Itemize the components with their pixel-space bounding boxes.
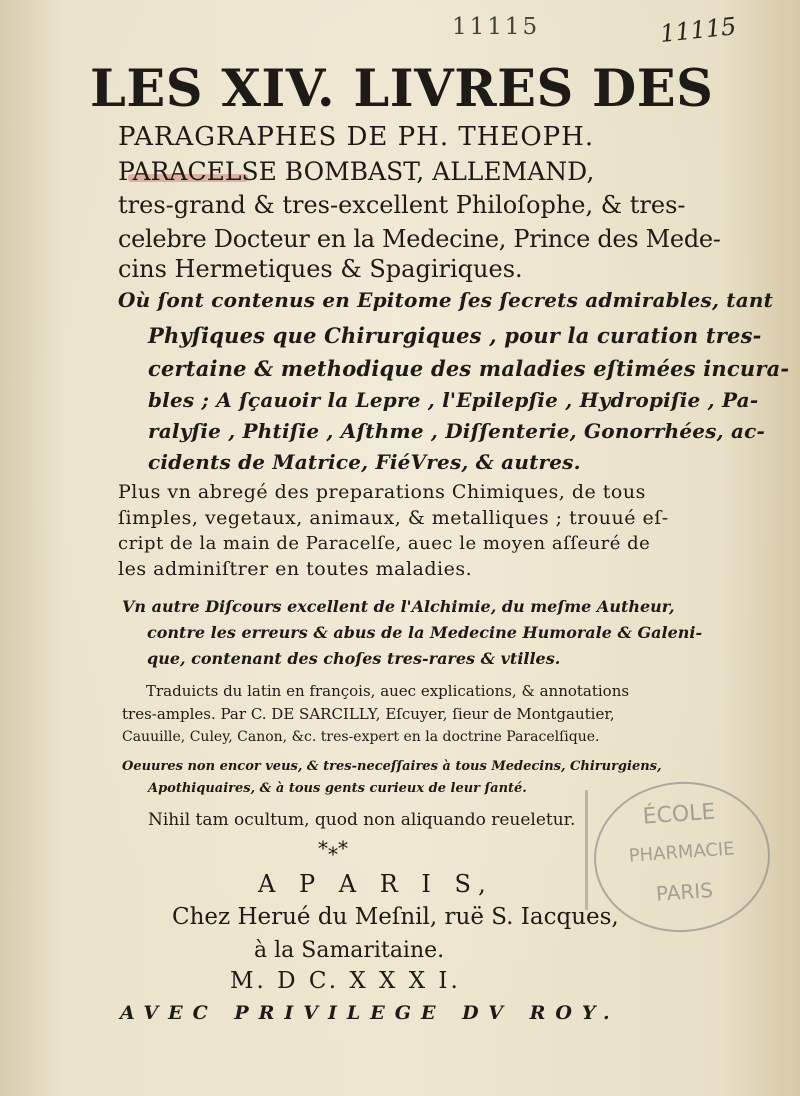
book-title: LES XIV. LIVRES DES: [90, 59, 714, 119]
subtitle-line-5: cins Hermetiques & Spagiriques.: [118, 255, 523, 283]
abrege-line-3: cript de la main de Paracelſe, auec le moyen aſſeuré de: [118, 533, 651, 554]
motto: Nihil tam ocultum, quod non aliquando reueletur.: [148, 810, 576, 830]
handwritten-number: 11115: [658, 12, 738, 48]
subtitle-line-2: PARACELSE BOMBAST, ALLEMAND,: [118, 157, 595, 186]
oeuures-line-1: Oeuures non encor veus, & tres-neceſſaires à tous Medecins, Chirurgiens,: [122, 759, 662, 774]
imprint-shop: à la Samaritaine.: [254, 938, 445, 963]
traduicts-line-2: tres-amples. Par C. DE SARCILLY, Eſcuyer, ſieur de Montgautier,: [122, 705, 615, 723]
subtitle-line-1: PARAGRAPHES DE PH. THEOPH.: [118, 122, 595, 152]
abrege-line-4: les adminiſtrer en toutes maladies.: [118, 558, 473, 580]
stamp-text-middle: PHARMACIE: [628, 838, 736, 867]
discours-line-1: Vn autre Diſcours excellent de l'Alchimie, du meſme Autheur,: [122, 597, 675, 616]
privilege-line: AVEC PRIVILEGE DV ROY.: [120, 1002, 620, 1024]
abrege-line-2: ſimples, vegetaux, animaux, & metalliques ; trouué eſ-: [118, 507, 669, 529]
contents-line-6: cidents de Matrice, FiéVres, & autres.: [148, 450, 581, 474]
subtitle-line-4: celebre Docteur en la Medecine, Prince des Mede-: [118, 225, 721, 253]
contents-line-5: ralyſie , Phtiſie , Aſthme , Diſſenterie, Gonorrhées, ac-: [148, 419, 765, 443]
imprint-city: A P A R I S,: [258, 870, 494, 898]
subtitle-line-3: tres-grand & tres-excellent Philoſophe, & tres-: [118, 191, 686, 219]
contents-line-1: Où ſont contenus en Epitome ſes ſecrets admirables, tant: [118, 288, 774, 312]
ornament: *⁎*: [318, 836, 348, 860]
stamp-text-bottom: PARIS: [655, 877, 714, 906]
traduicts-line-3: Cauuille, Culey, Canon, &c. tres-expert en la doctrine Paracelſique.: [122, 729, 600, 745]
contents-line-3: certaine & methodique des maladies eſtimées incura-: [148, 356, 790, 381]
traduicts-line-1: Traduicts du latin en françois, auec explications, & annotations: [146, 682, 630, 700]
abrege-line-1: Plus vn abregé des preparations Chimiques, de tous: [118, 481, 646, 503]
contents-line-2: Phyſiques que Chirurgiques , pour la curation tres-: [148, 323, 762, 348]
imprint-publisher: Chez Herué du Meſnil, ruë S. Iacques,: [172, 904, 619, 930]
discours-line-2: contre les erreurs & abus de la Medecine Humorale & Galeni-: [147, 623, 703, 642]
oeuures-line-2: Apothiquaires, & à tous gents curieux de leur ſanté.: [148, 781, 527, 796]
imprint-year: M. D C. X X X I.: [230, 968, 461, 994]
library-call-number: 11115: [452, 14, 541, 40]
stamp-text-top: ÉCOLE: [641, 799, 717, 830]
discours-line-3: que, contenant des choſes tres-rares & vtilles.: [147, 649, 561, 668]
contents-line-4: bles ; A ſçauoir la Lepre , l'Epilepſie , Hydropiſie , Pa-: [148, 388, 759, 412]
